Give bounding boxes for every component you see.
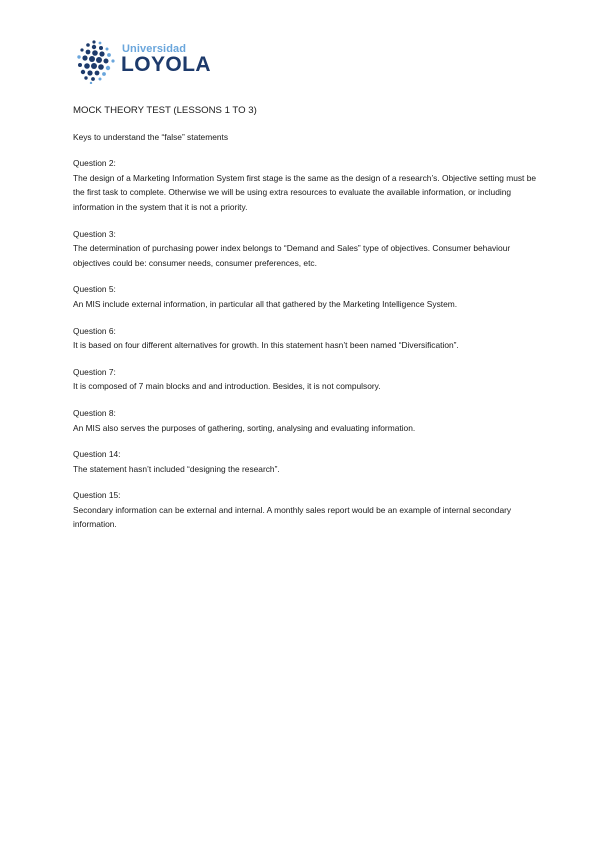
question-block (73, 406, 543, 435)
logo-dots-icon (74, 38, 120, 84)
question-heading: Question 15: (73, 490, 121, 501)
page-title: MOCK THEORY TEST (LESSONS 1 TO 3) (73, 105, 257, 116)
question-heading: Question 2: (73, 158, 116, 169)
question-explanation: Secondary information can be external and internal. A monthly sales report would be an example of internal secondary information. (73, 504, 512, 530)
question-block (73, 488, 543, 532)
university-logo (74, 38, 224, 84)
question-explanation: The design of a Marketing Information System first stage is the same as the design of a research’s. Objective setting must be the first task to complete. Otherwise we will be using extra resources to evaluate the available information, or including information in the system that it is not a priority. (73, 172, 537, 212)
page-subtitle: Keys to understand the “false” statements (73, 131, 229, 142)
question-explanation: The determination of purchasing power index belongs to “Demand and Sales” type of objectives. Consumer behaviour objectives could be: consumer needs, consumer preferences, etc. (73, 243, 511, 268)
question-heading: Question 3: (73, 228, 116, 239)
question-block (73, 365, 543, 394)
logo-university-text: Universidad (122, 43, 187, 55)
document-body (73, 104, 543, 544)
question-heading: Question 6: (73, 325, 116, 336)
question-block (73, 324, 543, 353)
question-heading: Question 7: (73, 366, 116, 377)
question-block (73, 227, 543, 271)
question-explanation: It is composed of 7 main blocks and and introduction. Besides, it is not compulsory. (73, 381, 381, 392)
question-explanation: An MIS include external information, in particular all that gathered by the Marketing Intelligence System. (73, 298, 458, 309)
question-explanation: An MIS also serves the purposes of gathering, sorting, analysing and evaluating information. (73, 422, 416, 433)
question-heading: Question 5: (73, 284, 116, 295)
question-explanation: The statement hasn’t included “designing the research”. (73, 463, 280, 474)
logo-loyola-text: LOYOLA (121, 53, 211, 76)
question-block (73, 447, 543, 476)
question-explanation: It is based on four different alternatives for growth. In this statement hasn’t been named “Diversification”. (73, 340, 459, 351)
question-block (73, 156, 543, 214)
question-block (73, 282, 543, 311)
question-heading: Question 14: (73, 449, 121, 460)
question-heading: Question 8: (73, 407, 116, 418)
